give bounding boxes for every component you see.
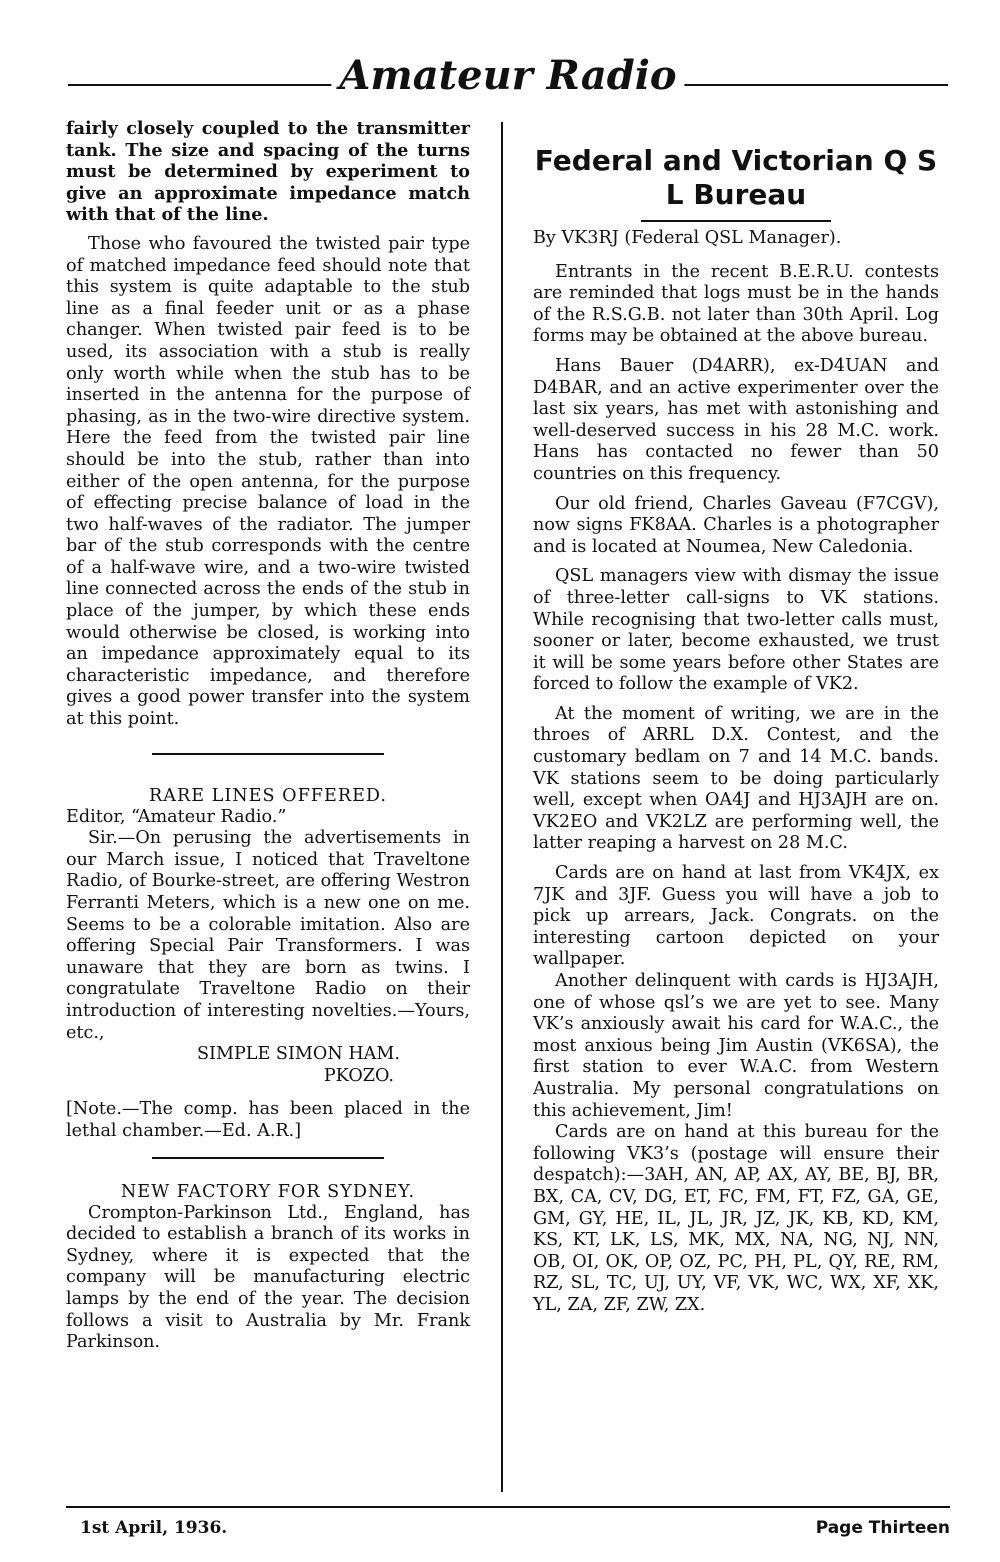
masthead [68, 50, 948, 110]
issue-date: 1st April, 1936. [80, 1518, 228, 1538]
rare-lines-note: [Note.—The comp. has been placed in the lethal chamber.—Ed. A.R.] [66, 1099, 470, 1141]
rare-lines-signature: SIMPLE SIMON HAM. [196, 1044, 400, 1065]
qsl-paragraph: Entrants in the recent B.E.R.U. contests are reminded that logs must be in the hands of the R.S.G.B. not later than 30th April. Log forms may be obtained at the above bureau. [533, 261, 939, 347]
footer-rule [66, 1506, 950, 1508]
qsl-callsign-list: Cards are on hand at this bureau for the following VK3’s (postage will ensure their despatch):—3AH, AN, AP, AX, AY, BE, BJ, BR, BX, CA, CV, DG, ET, FC, FM, FT, FZ, GA, GE, GM, GY, HE, IL, JL, JR, JZ, JK, KB, KD, KM, KS, KT, LK, LS, MK, MX, NA, NG, NJ, NN, OB, OI, OK, OP, OZ, PC, PH, PL, QY, RE, RM, RZ, SL, TC, UJ, UY, VF, VK, WC, WX, XF, XK, YL, ZA, ZF, ZW, ZX. [533, 1122, 939, 1315]
masthead-title: Amateur Radio [331, 54, 684, 98]
qsl-paragraph: Another delinquent with cards is HJ3AJH, one of whose qsl’s we are yet to see. Many VK’s anxiously await his card for W.A.C., the most anxious being Jim Austin (VK6SA), the first station to ever W.A.C. from Western Australia. My personal congratulations on this achievement, Jim! [533, 971, 939, 1121]
qsl-paragraph: Cards are on hand at last from VK4JX, ex 7JK and 3JF. Guess you will have a job to pick up arrears, Jack. Congrats. on the interesting cartoon depicted on your wallpaper. [533, 863, 939, 970]
headline-rule [641, 220, 831, 222]
column-divider [501, 122, 503, 1492]
page-number: Page Thirteen [815, 1518, 950, 1538]
twisted-pair-para: Those who favoured the twisted pair type of matched impedance feed should note that this system is quite adaptable to the stub line as a final feeder unit or as a phase changer. When twisted pair feed is to be used, its association with a stub is really only worth while when the stub has to be inserted in the antenna for the purpose of phasing, as in the two-wire directive system. Here the feed from the twisted pair line should be into the stub, rather than into either of the open antenna, for the purpose of effecting precise balance of load in the two half-waves of the radiator. The jumper bar of the stub corresponds with the centre of a half-wave wire, and a two-wire twisted line connected across the ends of the stub in place of the jumper, by which these ends would otherwise be closed, is working into an impedance approximately equal to its characteristic impedance, and therefore gives a good power transfer into the system at this point. [66, 233, 470, 730]
qsl-paragraph: Hans Bauer (D4ARR), ex-D4UAN and D4BAR, and an active experimenter over the last six years, has met with astonishing and well-deserved success in his 28 M.C. work. Hans has contacted no fewer than 50 countries on this frequency. [533, 355, 939, 484]
right-column [533, 118, 939, 1317]
article-continuation-para: fairly closely coupled to the transmitter tank. The size and spacing of the turns must be determined by experiment to give an approximate impedance match with that of the line. [66, 118, 470, 226]
byline: By VK3RJ (Federal QSL Manager). [533, 228, 842, 248]
qsl-bureau-headline: Federal and Victorian Q S L Bureau [534, 144, 938, 211]
qsl-paragraph: QSL managers view with dismay the issue of three-letter call-signs to VK stations. While recognising that two-letter calls must, sooner or later, become exhausted, we trust it will be some years before other States are forced to follow the example of VK2. [533, 566, 939, 695]
qsl-paragraph: At the moment of writing, we are in the throes of ARRL D.X. Contest, and the customary bedlam on 7 and 14 M.C. bands. VK stations seem to be doing particularly well, except when OA4J and HJ3AJH are on. VK2EO and VK2LZ are performing well, the latter reaping a harvest on 28 M.C. [533, 703, 939, 854]
qsl-paragraph: Our old friend, Charles Gaveau (F7CGV), now signs FK8AA. Charles is a photographer and is located at Noumea, New Caledonia. [533, 493, 939, 557]
rare-lines-salutation: Editor, “Amateur Radio.” [66, 806, 287, 827]
new-factory-body: Crompton-Parkinson Ltd., England, has decided to establish a branch of its works in Sydney, where it is expected that the company will be manufacturing electric lamps by the end of the year. The decision follows a visit to Australia by Mr. Frank Parkinson. [66, 1202, 470, 1353]
left-column [66, 118, 470, 1354]
rare-lines-signature-callsign: PKOZO. [323, 1065, 394, 1086]
rare-lines-body: Sir.—On perusing the advertisements in our March issue, I noticed that Traveltone Radio, of Bourke-street, are offering Westron Ferranti Meters, which is a new one on me. Seems to be a colorable imitation. Also are offering Special Pair Transformers. I was unaware that they are born as twins. I congratulate Traveltone Radio on their introduction of interesting novelties.—Yours, etc., [66, 828, 470, 1043]
new-factory-title: NEW FACTORY FOR SYDNEY. [120, 1181, 416, 1202]
rare-lines-title: RARE LINES OFFERED. [149, 785, 387, 806]
